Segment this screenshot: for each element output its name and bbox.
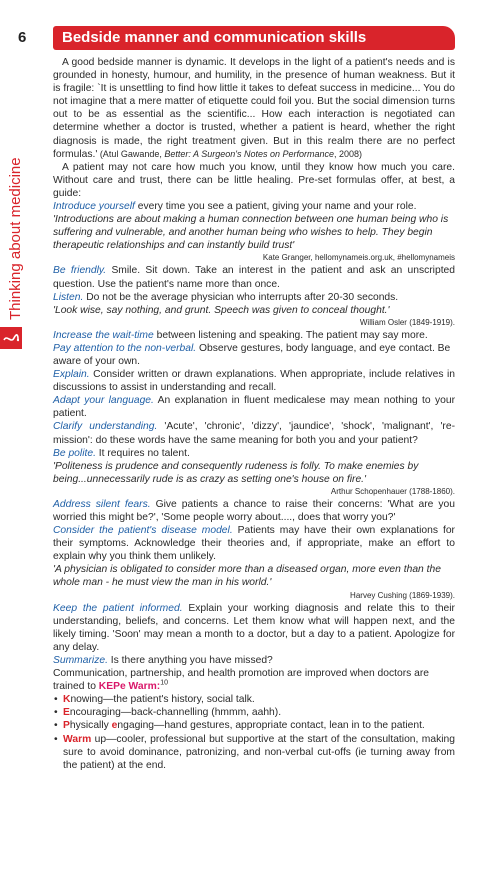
- kepe-intro: Communication, partnership, and health promotion are improved when doctors are trained to KEPe Warm:$^{10}$: [53, 668, 430, 693]
- kepe-item-encouraging: • Encouraging—back-channelling (hmmm, aahh).: [53, 706, 455, 719]
- tip-heading: Introduce yourself: [53, 201, 135, 213]
- quote: 'Politeness is prudence and consequently rudeness is folly. To make enemies by being...unnecessarily rude is as crazy as setting one's house on fire.': [53, 460, 419, 485]
- quote-attribution: Harvey Cushing (1869-1939).: [350, 590, 455, 600]
- kepe-warm-label: KEPe Warm:: [98, 681, 161, 693]
- quote: 'A physician is obligated to consider more than a diseased organ, more even than the whole man - he must view the man in his world.': [53, 564, 441, 589]
- tip-heading: Be friendly.: [53, 265, 107, 277]
- quote-attribution: Arthur Schopenhauer (1788-1860).: [330, 486, 455, 496]
- tip-heading: Listen.: [53, 291, 84, 303]
- kepe-item-physically-engaging: • Physically engaging—hand gestures, appropriate contact, lean in to the patient.: [53, 719, 455, 732]
- section-title: Bedside manner and communication skills: [62, 29, 367, 46]
- kepe-item-warm-up: • Warm up—cooler, professional but supportive at the start of the consultation, making sure to avoid dominance, patronizing, and non-verbal cut-offs (ie turning away from the patient) at the end.: [53, 733, 455, 772]
- tip-heading: Adapt your language.: [53, 395, 154, 407]
- tip-introduce: Introduce yourself every time you see a patient, giving your name and your role.: [53, 201, 417, 213]
- tip-clarify: Clarify understanding. 'Acute', 'chronic', 'dizzy', 'jaundice', 'shock', 'malignant', 're-mission': do these words have the same meaning for both you and your patient?: [53, 421, 456, 446]
- chapter-side-label: Thinking about medicine: [7, 157, 24, 320]
- page-number: 6: [18, 29, 27, 46]
- tip-heading: Pay attention to the non-verbal.: [53, 342, 197, 354]
- tip-heading: Summarize.: [53, 654, 108, 666]
- tip-explain: Explain. Consider written or drawn explanations. When appropriate, include relatives in discussions to assist in understanding and recall.: [53, 369, 455, 394]
- tip-friendly: Be friendly. Smile. Sit down. Take an interest in the patient and ask an unscripted question. Use the patient's name more than once.: [53, 265, 456, 290]
- kepe-list: [53, 693, 455, 772]
- chapter-tab: [0, 327, 22, 349]
- tip-heading: Clarify understanding.: [53, 421, 158, 433]
- tip-adapt-language: Adapt your language. An explanation in fluent medicalese may mean nothing to your patient.: [53, 395, 456, 420]
- tip-non-verbal: Pay attention to the non-verbal. Observe gestures, body language, and eye contact. Be aware of your own.: [53, 342, 451, 367]
- tip-heading: Be polite.: [53, 447, 96, 459]
- section-header-bar: [53, 26, 455, 50]
- tip-silent-fears: Address silent fears. Give patients a chance to raise their concerns: 'What are you worried this might be?', 'Some people worry about...., does that worry you?': [53, 498, 455, 523]
- quote-attribution: William Osler (1849-1919).: [359, 317, 455, 327]
- tip-disease-model: Consider the patient's disease model. Patients may have their own explanations for their symptoms. Acknowledge their theories and, if appropriate, make an effort to explain why you think them unlikely.: [53, 525, 455, 563]
- tip-heading: Address silent fears.: [53, 498, 151, 510]
- quote: 'Introductions are about making a human connection between one human being who is suffering and vulnerable, and another human being who wishes to help. They begin therapeutic relationships and can instantly build trust': [53, 214, 449, 252]
- quote: 'Look wise, say nothing, and grunt. Speech was given to conceal thought.': [53, 304, 390, 316]
- tip-summarize: Summarize. Is there anything you have missed?: [53, 654, 273, 666]
- tip-listen: Listen. Do not be the average physician who interrupts after 20-30 seconds.: [53, 291, 399, 303]
- intro-paragraph-1: A good bedside manner is dynamic. It develops in the light of a patient's needs and is grounded in honesty, humour, and humility, in the presence of human weakness. But it is fragile: `It is unsettling to find how little it takes to defeat success in medicine... You do not imagine that a mere matter of etiquette could foil you. But the social dimension turns out to be as essential as the scientific... How each interaction is negotiated can determine whether a doctor is trusted, whether a patient is heard, whether the right diagnosis is made, the right treatment given. But in this realm there are no perfect formulas.' (Atul Gawande, Better: A Surgeon's Notes on Performance, 2008): [53, 57, 455, 160]
- tip-heading: Increase the wait-time: [53, 329, 154, 341]
- page-body: [53, 56, 455, 772]
- tip-polite: Be polite. It requires no talent.: [53, 447, 190, 459]
- intro-paragraph-2: A patient may not care how much you know, until they know how much you care. Without care and trust, there can be little healing. Pre-set formulas offer, at best, a guide:: [53, 161, 455, 199]
- tip-wait-time: Increase the wait-time between listening and speaking. The patient may say more.: [53, 329, 428, 341]
- tip-heading: Consider the patient's disease model.: [53, 525, 233, 537]
- reference-number: 10: [160, 679, 169, 687]
- tip-heading: Keep the patient informed.: [53, 602, 183, 614]
- tip-keep-informed: Keep the patient informed. Explain your working diagnosis and relate this to their understanding, beliefs, and concerns. Let them know what will happen next, and the likely timing. 'Soon' may mean a month to a doctor, but a day to a patient. Apologize for any delay.: [53, 602, 455, 653]
- quote-attribution: Kate Granger, hellomynameis.org.uk, #hellomynameis: [262, 253, 455, 263]
- tip-heading: Explain.: [53, 369, 90, 381]
- stethoscope-icon: [3, 332, 19, 344]
- kepe-item-knowing: • Knowing—the patient's history, social talk.: [53, 693, 455, 706]
